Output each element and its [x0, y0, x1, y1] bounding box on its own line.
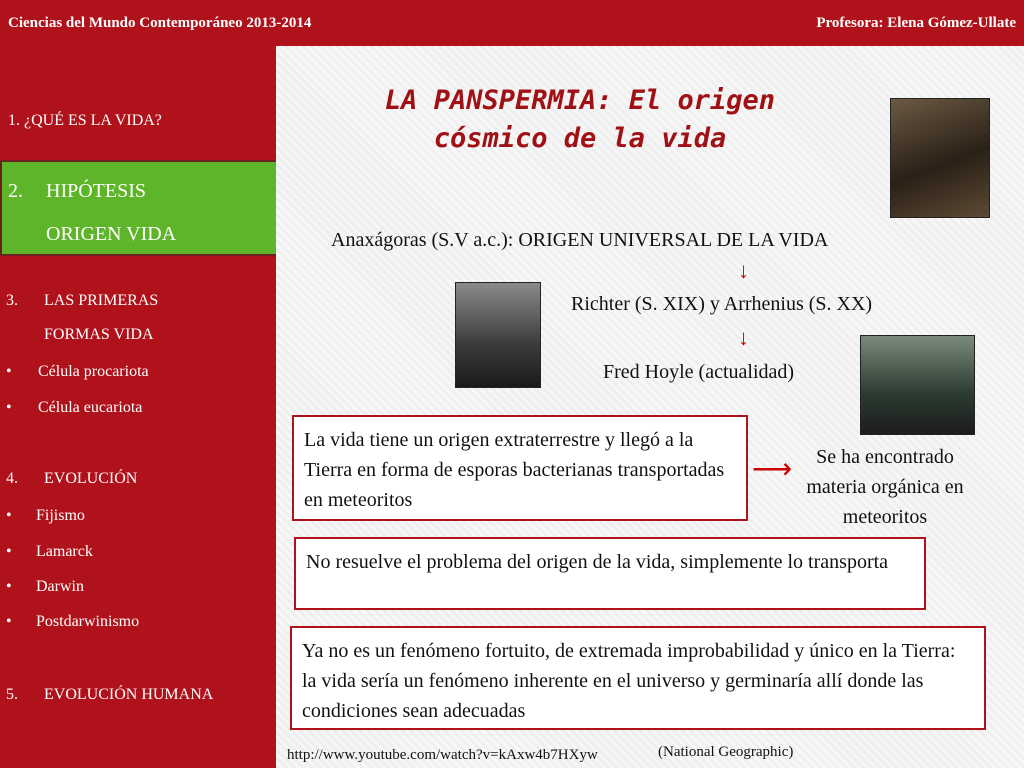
sidebar-item-hipotesis-active[interactable]: [0, 160, 294, 256]
sidebar-item-eucariota[interactable]: Célula eucariota: [38, 399, 143, 416]
arrhenius-portrait: [455, 282, 541, 388]
universal-life-box: Ya no es un fenómeno fortuito, de extremada improbabilidad y único en la Tierra: la vida sería un fenómeno inherente en el universo y germinaría allí donde las condiciones sean adecuadas: [290, 626, 986, 730]
sidebar-item-postdarwinismo[interactable]: Postdarwinismo: [36, 613, 140, 630]
extraterrestrial-origin-box: La vida tiene un origen extraterrestre y llegó a la Tierra en forma de esporas bacterianas transportadas en meteoritos: [292, 415, 748, 521]
bullet: •: [6, 613, 12, 630]
active-line1: HIPÓTESIS: [46, 180, 147, 202]
sidebar-number-4: 4.: [6, 470, 18, 487]
sidebar-item-evolucion[interactable]: EVOLUCIÓN: [44, 470, 138, 487]
anaxagoras-portrait: [890, 98, 990, 218]
title-line1: LA PANSPERMIA: El origen: [384, 85, 776, 116]
problem-box: No resuelve el problema del origen de la vida, simplemente lo transporta: [294, 537, 926, 610]
sidebar-item-primeras-formas[interactable]: LAS PRIMERAS: [44, 292, 159, 309]
source-credit: (National Geographic): [658, 744, 794, 760]
anaxagoras-text: Anaxágoras (S.V a.c.): ORIGEN UNIVERSAL DE LA VIDA: [331, 229, 829, 251]
bullet: •: [6, 363, 12, 380]
hoyle-portrait: [860, 335, 975, 435]
hoyle-text: Fred Hoyle (actualidad): [603, 361, 795, 383]
title-line2: cósmico de la vida: [433, 123, 727, 154]
sidebar-item-fijismo[interactable]: Fijismo: [36, 507, 85, 524]
active-line2: ORIGEN VIDA: [46, 223, 177, 245]
sidebar-item-darwin[interactable]: Darwin: [36, 578, 84, 595]
active-number: 2.: [8, 180, 23, 202]
sidebar: [0, 46, 276, 768]
sidebar-item-evolucion-humana[interactable]: EVOLUCIÓN HUMANA: [44, 686, 214, 703]
sidebar-number-3: 3.: [6, 292, 18, 309]
video-link[interactable]: http://www.youtube.com/watch?v=kAxw4b7HXyw: [287, 747, 598, 763]
bullet: •: [6, 578, 12, 595]
bullet: •: [6, 399, 12, 416]
down-arrow-icon: ↓: [738, 325, 749, 350]
sidebar-item-procariota[interactable]: Célula procariota: [38, 363, 149, 380]
teacher-name: Profesora: Elena Gómez-Ullate: [816, 15, 1016, 31]
bullet: •: [6, 507, 12, 524]
sidebar-number-5: 5.: [6, 686, 18, 703]
bullet: •: [6, 543, 12, 560]
header-bar: [0, 0, 1024, 46]
sidebar-item-primeras-formas-line2[interactable]: FORMAS VIDA: [44, 326, 154, 343]
meteorite-note: Se ha encontrado materia orgánica en meteoritos: [806, 446, 964, 528]
course-title: Ciencias del Mundo Contemporáneo 2013-2014: [8, 15, 312, 31]
sidebar-item-lamarck[interactable]: Lamarck: [36, 543, 93, 560]
slide-title: [310, 82, 850, 158]
right-arrow-icon: ⟶: [752, 454, 793, 485]
richter-text: Richter (S. XIX) y Arrhenius (S. XX): [571, 293, 873, 315]
down-arrow-icon: ↓: [738, 258, 749, 283]
sidebar-item-que-es-la-vida[interactable]: 1. ¿QUÉ ES LA VIDA?: [8, 112, 162, 129]
